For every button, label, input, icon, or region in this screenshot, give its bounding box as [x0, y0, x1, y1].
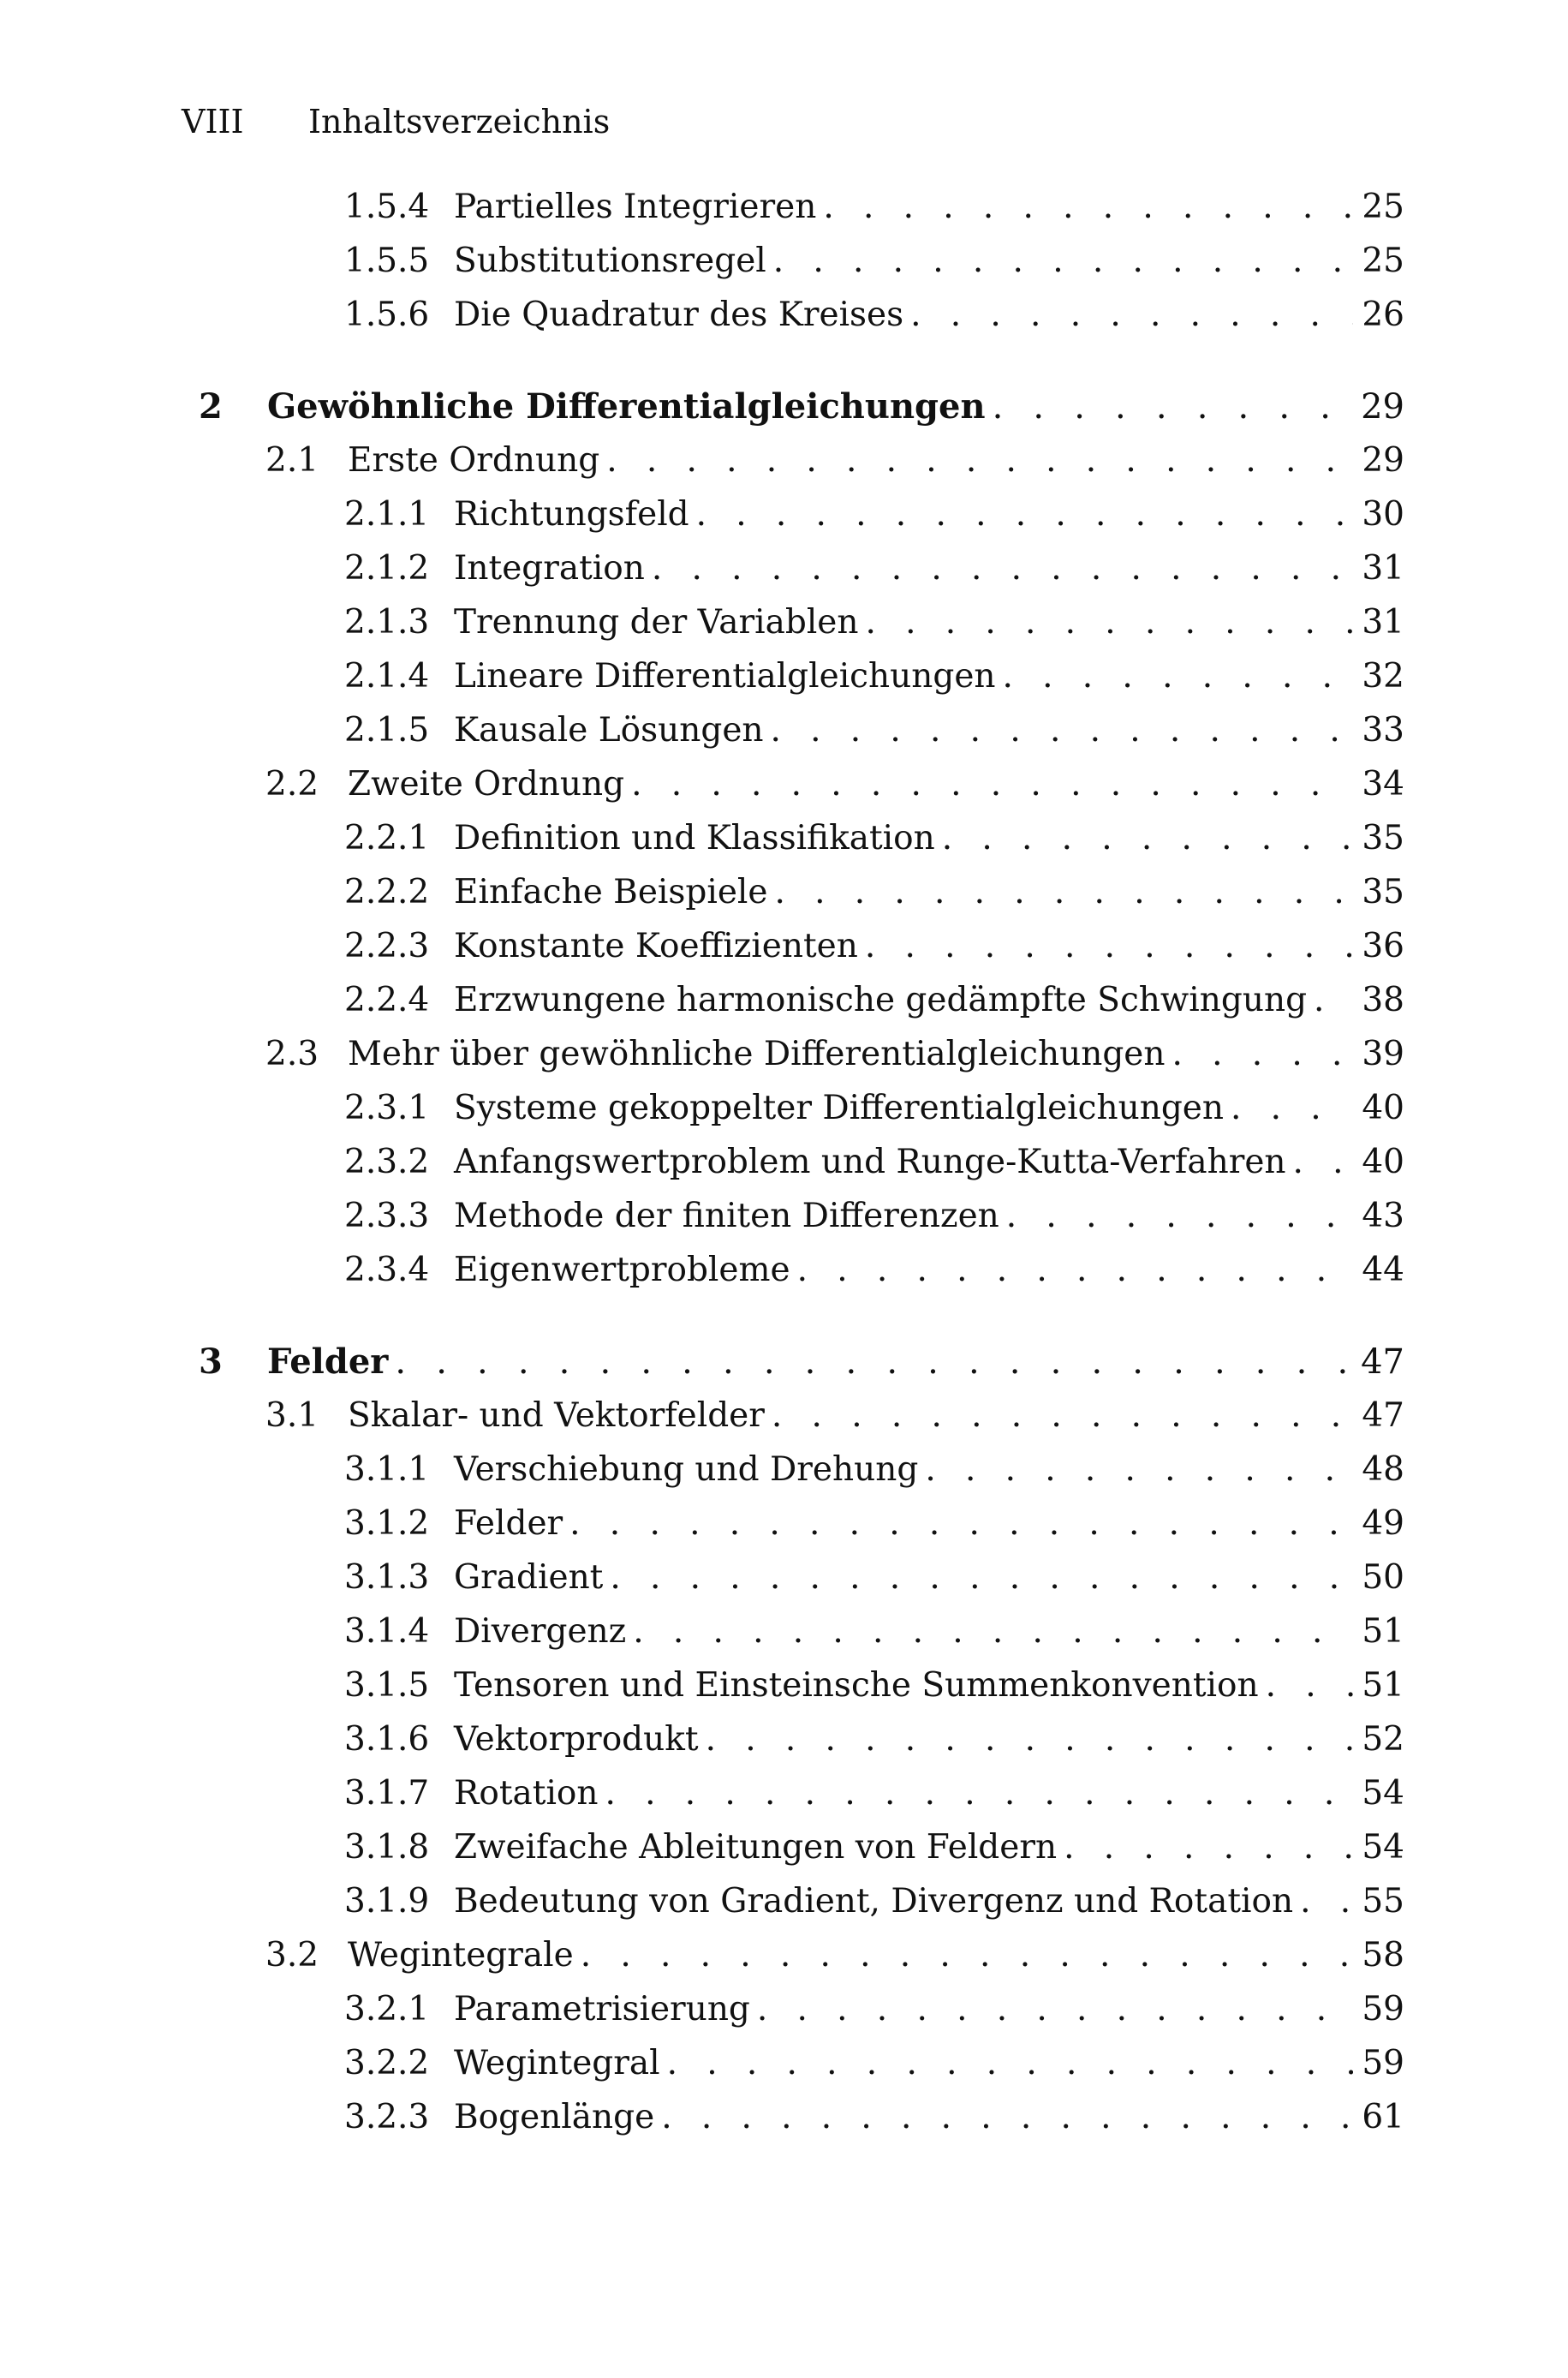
- toc-entry-title: Richtungsfeld: [454, 495, 689, 534]
- toc-entry-number: 2: [199, 386, 223, 427]
- toc-entry-page: 52: [1362, 1720, 1404, 1759]
- toc-subsection-entry: [199, 487, 1404, 541]
- toc-subsection-entry: [199, 1766, 1404, 1820]
- toc-subsection-entry: [199, 1189, 1404, 1243]
- toc-entry-number: 3.1.2: [344, 1504, 430, 1543]
- toc-entry-number: 2.3.1: [344, 1089, 430, 1127]
- toc-entry-title: Partielles Integrieren: [454, 188, 817, 226]
- dot-leader: [1057, 1820, 1353, 1874]
- toc-subsection-entry: [199, 2090, 1404, 2144]
- toc-subsection-entry: [199, 919, 1404, 973]
- dot-leader: [654, 2090, 1353, 2144]
- toc-subsection-entry: [199, 1820, 1404, 1874]
- toc-entry-page: 58: [1362, 1936, 1404, 1975]
- toc-entry-title: Bedeutung von Gradient, Divergenz und Rotation: [454, 1882, 1294, 1921]
- toc-entry-number: 3.1: [265, 1396, 319, 1435]
- dot-leader: [999, 1189, 1353, 1243]
- dot-leader: [766, 234, 1353, 288]
- toc-entry-number: 3.2.3: [344, 2098, 430, 2136]
- toc-subsection-entry: [199, 288, 1404, 342]
- toc-entry-title: Die Quadratur des Kreises: [454, 296, 904, 334]
- toc-entry-page: 44: [1362, 1251, 1404, 1289]
- dot-leader: [603, 1550, 1353, 1604]
- toc-entry-title: Rotation: [454, 1774, 599, 1813]
- toc-entry-title: Anfangswertproblem und Runge-Kutta-Verfahren: [454, 1143, 1286, 1181]
- toc-entry-title: Substitutionsregel: [454, 242, 766, 280]
- running-header: [182, 103, 610, 140]
- toc-entry-title: Einfache Beispiele: [454, 873, 768, 911]
- toc-entry-title: Definition und Klassifikation: [454, 819, 935, 857]
- toc-entry-page: 32: [1362, 657, 1404, 696]
- toc-entry-page: 59: [1362, 2044, 1404, 2082]
- toc-entry-number: 3.1.1: [344, 1450, 430, 1489]
- toc-entry-page: 47: [1362, 1396, 1404, 1435]
- toc-entry-page: 40: [1362, 1089, 1404, 1127]
- toc-entry-title: Lineare Differentialgleichungen: [454, 657, 996, 696]
- dot-leader: [1259, 1658, 1353, 1712]
- dot-leader: [563, 1497, 1353, 1550]
- dot-leader: [626, 1604, 1353, 1658]
- toc-entry-number: 3.1.5: [344, 1666, 430, 1705]
- dot-leader: [790, 1243, 1353, 1297]
- toc-entry-title: Trennung der Variablen: [454, 603, 859, 642]
- toc-entry-page: 51: [1362, 1666, 1404, 1705]
- toc-subsection-entry: [199, 865, 1404, 919]
- toc-entry-number: 2.2.2: [344, 873, 430, 911]
- toc-entry-number: 3.2: [265, 1936, 319, 1975]
- toc-entry-page: 51: [1362, 1612, 1404, 1651]
- toc-entry-number: 3.2.2: [344, 2044, 430, 2082]
- dot-leader: [599, 433, 1353, 487]
- toc-entry-number: 3.1.9: [344, 1882, 430, 1921]
- toc-subsection-entry: [199, 1712, 1404, 1766]
- toc-subsection-entry: [199, 2036, 1404, 2090]
- toc-entry-number: 1.5.5: [344, 242, 430, 280]
- dot-leader: [816, 180, 1353, 234]
- toc-entry-title: Bogenlänge: [454, 2098, 655, 2136]
- dot-leader: [1293, 1874, 1353, 1928]
- toc-subsection-entry: [199, 1658, 1404, 1712]
- toc-entry-number: 2.1.2: [344, 549, 430, 588]
- dot-leader: [996, 649, 1353, 703]
- toc-subsection-entry: [199, 973, 1404, 1027]
- toc-entry-number: 2.1.1: [344, 495, 430, 534]
- toc-entry-title: Felder: [267, 1341, 389, 1382]
- toc-entry-page: 39: [1362, 1035, 1404, 1073]
- toc-subsection-entry: [199, 703, 1404, 757]
- toc-section-entry: [199, 1389, 1404, 1443]
- toc-entry-number: 2.3.3: [344, 1197, 430, 1235]
- toc-entry-title: Systeme gekoppelter Differentialgleichungen: [454, 1089, 1224, 1127]
- toc-entry-page: 35: [1362, 873, 1404, 911]
- dot-leader: [660, 2036, 1353, 2090]
- toc-entry-title: Divergenz: [454, 1612, 627, 1651]
- toc-entry-number: 2.1.3: [344, 603, 430, 642]
- toc-entry-number: 2.1: [265, 441, 319, 480]
- toc-entry-number: 3.1.8: [344, 1828, 430, 1867]
- toc-entry-page: 54: [1362, 1774, 1404, 1813]
- dot-leader: [765, 1389, 1353, 1443]
- dot-leader: [699, 1712, 1353, 1766]
- toc-section-entry: [199, 757, 1404, 811]
- toc-entry-number: 3.2.1: [344, 1990, 430, 2028]
- toc-entry-page: 49: [1362, 1504, 1404, 1543]
- toc-entry-number: 1.5.6: [344, 296, 430, 334]
- toc-entry-number: 2.3.2: [344, 1143, 430, 1181]
- toc-entry-page: 61: [1362, 2098, 1404, 2136]
- toc-entry-title: Gewöhnliche Differentialgleichungen: [267, 386, 986, 427]
- dot-leader: [645, 541, 1353, 595]
- toc-entry-number: 2.1.4: [344, 657, 430, 696]
- toc-chapter-entry: [199, 1335, 1404, 1389]
- toc-entry-title: Eigenwertprobleme: [454, 1251, 790, 1289]
- toc-entry-number: 3.1.6: [344, 1720, 430, 1759]
- toc-entry-number: 3.1.4: [344, 1612, 430, 1651]
- toc-subsection-entry: [199, 595, 1404, 649]
- dot-leader: [986, 380, 1353, 434]
- toc-entry-title: Erste Ordnung: [348, 441, 600, 480]
- dot-leader: [767, 865, 1353, 919]
- dot-leader: [624, 757, 1353, 811]
- toc-entry-page: 59: [1362, 1990, 1404, 2028]
- dot-leader: [1307, 973, 1353, 1027]
- toc-entry-number: 2.3: [265, 1035, 319, 1073]
- toc-subsection-entry: [199, 1550, 1404, 1604]
- dot-leader: [689, 487, 1353, 541]
- toc-entry-page: 33: [1362, 711, 1404, 750]
- toc-subsection-entry: [199, 234, 1404, 288]
- toc-entry-number: 2.2.1: [344, 819, 430, 857]
- dot-leader: [935, 811, 1353, 865]
- toc-entry-page: 35: [1362, 819, 1404, 857]
- toc-entry-title: Wegintegrale: [348, 1936, 574, 1975]
- toc-entry-page: 29: [1362, 441, 1404, 480]
- toc-entry-number: 1.5.4: [344, 188, 430, 226]
- dot-leader: [1286, 1135, 1353, 1189]
- toc-entry-page: 50: [1362, 1558, 1404, 1597]
- toc-entry-title: Methode der finiten Differenzen: [454, 1197, 999, 1235]
- table-of-contents: [199, 180, 1404, 2144]
- toc-entry-number: 3: [199, 1341, 223, 1382]
- dot-leader: [764, 703, 1353, 757]
- toc-entry-title: Mehr über gewöhnliche Differentialgleichungen: [348, 1035, 1166, 1073]
- toc-subsection-entry: [199, 180, 1404, 234]
- dot-leader: [859, 595, 1354, 649]
- toc-subsection-entry: [199, 1135, 1404, 1189]
- toc-entry-number: 2.2.4: [344, 981, 430, 1019]
- toc-subsection-entry: [199, 541, 1404, 595]
- toc-subsection-entry: [199, 811, 1404, 865]
- toc-entry-page: 36: [1362, 927, 1404, 965]
- toc-entry-title: Integration: [454, 549, 645, 588]
- toc-chapter-entry: [199, 379, 1404, 433]
- toc-subsection-entry: [199, 1243, 1404, 1297]
- dot-leader: [574, 1928, 1353, 1982]
- toc-entry-number: 2.2: [265, 765, 319, 804]
- toc-entry-title: Wegintegral: [454, 2044, 660, 2082]
- toc-entry-page: 26: [1362, 296, 1404, 334]
- toc-entry-page: 25: [1362, 188, 1404, 226]
- toc-section-entry: [199, 1027, 1404, 1081]
- toc-entry-title: Vektorprodukt: [454, 1720, 699, 1759]
- toc-entry-title: Kausale Lösungen: [454, 711, 764, 750]
- toc-entry-number: 2.2.3: [344, 927, 430, 965]
- toc-entry-page: 40: [1362, 1143, 1404, 1181]
- dot-leader: [918, 1443, 1353, 1497]
- toc-entry-title: Zweite Ordnung: [348, 765, 625, 804]
- toc-section-entry: [199, 433, 1404, 487]
- toc-subsection-entry: [199, 1081, 1404, 1135]
- toc-entry-number: 3.1.3: [344, 1558, 430, 1597]
- toc-entry-title: Tensoren und Einsteinsche Summenkonvention: [454, 1666, 1259, 1705]
- toc-subsection-entry: [199, 649, 1404, 703]
- toc-subsection-entry: [199, 1497, 1404, 1550]
- dot-leader: [388, 1335, 1353, 1389]
- toc-entry-title: Erzwungene harmonische gedämpfte Schwingung: [454, 981, 1308, 1019]
- dot-leader: [1166, 1027, 1354, 1081]
- toc-section-entry: [199, 1928, 1404, 1982]
- toc-entry-page: 25: [1362, 242, 1404, 280]
- toc-entry-page: 31: [1362, 603, 1404, 642]
- toc-entry-page: 43: [1362, 1197, 1404, 1235]
- toc-entry-number: 2.1.5: [344, 711, 430, 750]
- dot-leader: [1224, 1081, 1353, 1135]
- toc-entry-title: Skalar- und Vektorfelder: [348, 1396, 765, 1435]
- toc-entry-page: 48: [1362, 1450, 1404, 1489]
- toc-subsection-entry: [199, 1982, 1404, 2036]
- header-page-number: VIII: [182, 103, 244, 140]
- toc-entry-number: 2.3.4: [344, 1251, 430, 1289]
- toc-entry-page: 47: [1361, 1342, 1404, 1382]
- toc-entry-page: 29: [1361, 387, 1404, 427]
- toc-subsection-entry: [199, 1443, 1404, 1497]
- toc-entry-title: Felder: [454, 1504, 563, 1543]
- toc-entry-title: Konstante Koeffizienten: [454, 927, 858, 965]
- toc-entry-number: 3.1.7: [344, 1774, 430, 1813]
- dot-leader: [599, 1766, 1353, 1820]
- dot-leader: [903, 288, 1353, 342]
- toc-entry-page: 55: [1362, 1882, 1404, 1921]
- toc-entry-title: Zweifache Ableitungen von Feldern: [454, 1828, 1058, 1867]
- toc-entry-title: Parametrisierung: [454, 1990, 750, 2028]
- header-title: Inhaltsverzeichnis: [308, 103, 611, 140]
- dot-leader: [858, 919, 1353, 973]
- toc-entry-title: Verschiebung und Drehung: [454, 1450, 919, 1489]
- toc-subsection-entry: [199, 1604, 1404, 1658]
- toc-entry-page: 54: [1362, 1828, 1404, 1867]
- toc-entry-page: 34: [1362, 765, 1404, 804]
- toc-entry-page: 31: [1362, 549, 1404, 588]
- toc-subsection-entry: [199, 1874, 1404, 1928]
- toc-entry-page: 38: [1362, 981, 1404, 1019]
- dot-leader: [750, 1982, 1353, 2036]
- toc-entry-title: Gradient: [454, 1558, 604, 1597]
- toc-entry-page: 30: [1362, 495, 1404, 534]
